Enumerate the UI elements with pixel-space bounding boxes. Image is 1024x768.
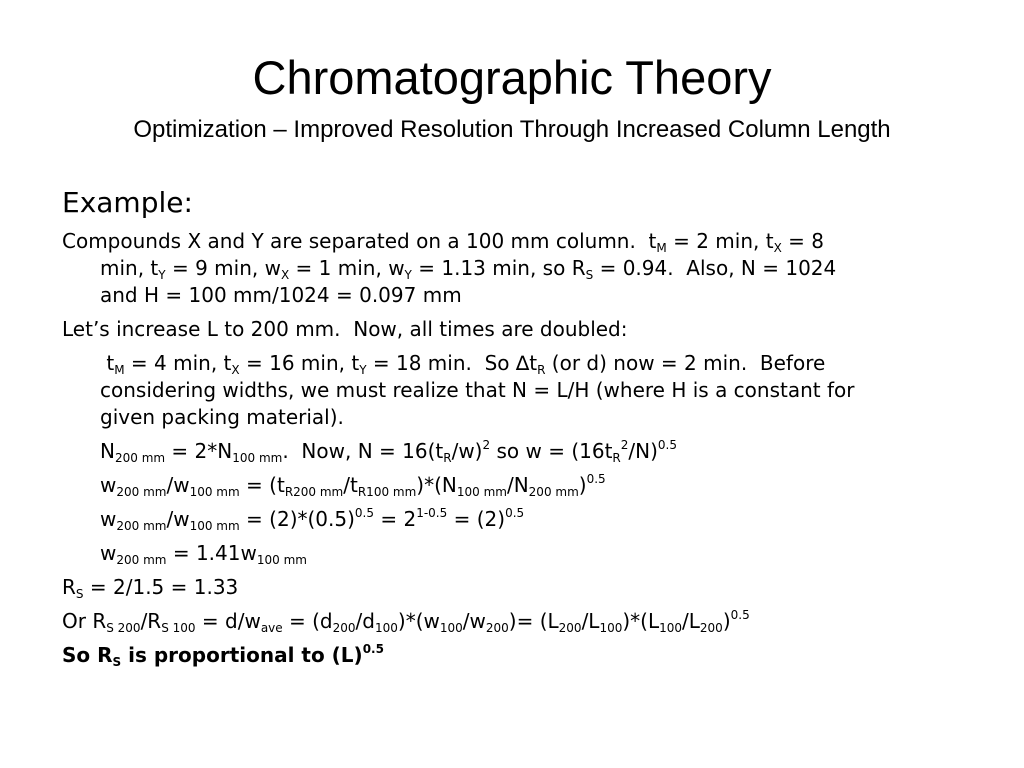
text-run: /L (682, 609, 700, 633)
text-run: and H = 100 mm/1024 = 0.097 mm (100, 283, 462, 307)
superscript: 0.5 (730, 608, 750, 622)
text-run: So R (62, 643, 113, 667)
text-run: Compounds X and Y are separated on a 100 mm column. t (62, 229, 657, 253)
text-run: = 2 min, t (666, 229, 774, 253)
example-heading: Example: (62, 186, 193, 219)
subscript: R (443, 451, 452, 465)
slide-subtitle: Optimization – Improved Resolution Through Increased Column Length (133, 116, 891, 143)
subscript: S (112, 655, 122, 669)
text-run: R (62, 575, 76, 599)
subscript: S 200 (106, 621, 141, 635)
text-run: = 16 min, t (239, 351, 360, 375)
subscript: 200 (485, 621, 509, 635)
text-run: ) (578, 473, 587, 497)
subscript: R200 mm (284, 485, 344, 499)
text-run: = (2)*(0.5) (239, 507, 355, 531)
text-run: = (d (282, 609, 333, 633)
subscript: 100 mm (456, 485, 507, 499)
body-line-1 (62, 228, 982, 255)
text-run: = d/w (195, 609, 261, 633)
text-run: = 1.13 min, so R (411, 256, 586, 280)
superscript: 0.5 (362, 642, 384, 656)
superscript: 0.5 (505, 506, 525, 520)
subscript: M (114, 363, 125, 377)
subscript: M (656, 241, 667, 255)
subscript: S (585, 268, 594, 282)
subscript: 200 mm (116, 485, 167, 499)
body-line-6 (100, 377, 980, 404)
text-run: = 2 (374, 507, 417, 531)
text-run: w (100, 473, 117, 497)
subscript: 100 (599, 621, 623, 635)
body-line-4 (62, 316, 982, 343)
text-run: = 8 (781, 229, 825, 253)
slide-title: Chromatographic Theory (252, 51, 772, 104)
text-run: /d (355, 609, 375, 633)
subscript: 100 mm (189, 485, 240, 499)
body-line-12 (62, 574, 982, 601)
text-run: w (100, 507, 117, 531)
subscript: 100 (439, 621, 463, 635)
subscript: X (231, 363, 240, 377)
subscript: 100 mm (232, 451, 283, 465)
text-run: /N) (628, 439, 658, 463)
text-run: = (2) (447, 507, 506, 531)
superscript: 0.5 (354, 506, 374, 520)
body-line-9 (100, 472, 980, 499)
text-run: )*(w (397, 609, 440, 633)
superscript: 0.5 (586, 472, 606, 486)
subscript: Y (158, 268, 166, 282)
text-run: )= (L (508, 609, 559, 633)
text-run: N (100, 439, 115, 463)
text-run: so w = (16t (490, 439, 613, 463)
subscript: S (75, 587, 84, 601)
subscript: S 100 (161, 621, 196, 635)
body-line-14 (62, 642, 982, 669)
body-line-7 (100, 404, 980, 431)
subscript: X (773, 241, 782, 255)
body-line-2 (100, 255, 980, 282)
subscript: 200 (558, 621, 582, 635)
text-run: t (100, 351, 115, 375)
subscript: 200 (699, 621, 723, 635)
subscript: 100 (374, 621, 398, 635)
text-run: = 9 min, w (165, 256, 281, 280)
text-run: given packing material). (100, 405, 344, 429)
subscript: ave (260, 621, 283, 635)
text-run: min, t (100, 256, 159, 280)
subscript: R100 mm (357, 485, 417, 499)
text-run: /w (462, 609, 486, 633)
subscript: 200 mm (116, 519, 167, 533)
text-run: /L (581, 609, 600, 633)
text-run: /w (166, 507, 190, 531)
text-run: w (100, 541, 117, 565)
body-line-8 (100, 438, 980, 465)
subscript: 100 (659, 621, 683, 635)
subscript: Y (359, 363, 367, 377)
text-run: considering widths, we must realize that N = L/H (where H is a constant for (100, 378, 855, 402)
subscript: 200 mm (116, 553, 167, 567)
text-run: /t (343, 473, 358, 497)
body-line-3 (100, 282, 980, 309)
text-run: /w (166, 473, 190, 497)
text-run: = 2*N (165, 439, 233, 463)
text-run: = 1.41w (166, 541, 257, 565)
text-run: /R (140, 609, 162, 633)
text-run: = 18 min. So ∆t (366, 351, 538, 375)
subscript: X (280, 268, 290, 282)
subscript: R (537, 363, 546, 377)
body-line-5 (100, 350, 980, 377)
text-run: Or R (62, 609, 107, 633)
body-line-13 (62, 608, 982, 635)
text-run: Let’s increase L to 200 mm. Now, all times are doubled: (62, 317, 628, 341)
superscript: 2 (620, 438, 629, 452)
text-run: /N (506, 473, 529, 497)
superscript: 2 (482, 438, 491, 452)
subscript: 100 mm (256, 553, 307, 567)
superscript: 0.5 (657, 438, 678, 452)
subscript: 100 mm (189, 519, 240, 533)
text-run: = 2/1.5 = 1.33 (83, 575, 239, 599)
superscript: 1-0.5 (416, 506, 448, 520)
text-run: /w) (451, 439, 483, 463)
body-line-10 (100, 506, 980, 533)
body-line-11 (100, 540, 980, 567)
text-run: ) (722, 609, 731, 633)
text-run: = (t (239, 473, 285, 497)
subscript: Y (404, 268, 412, 282)
subscript: 200 (332, 621, 356, 635)
text-run: )*(N (416, 473, 457, 497)
subscript: 200 mm (528, 485, 579, 499)
text-run: = 1 min, w (289, 256, 405, 280)
text-run: . Now, N = 16(t (282, 439, 444, 463)
subscript: R (612, 451, 621, 465)
text-run: (or d) now = 2 min. Before (545, 351, 826, 375)
text-run: = 4 min, t (124, 351, 232, 375)
text-run: )*(L (622, 609, 660, 633)
text-run: is proportional to (L) (121, 643, 363, 667)
subscript: 200 mm (114, 451, 166, 465)
text-run: = 0.94. Also, N = 1024 (593, 256, 837, 280)
